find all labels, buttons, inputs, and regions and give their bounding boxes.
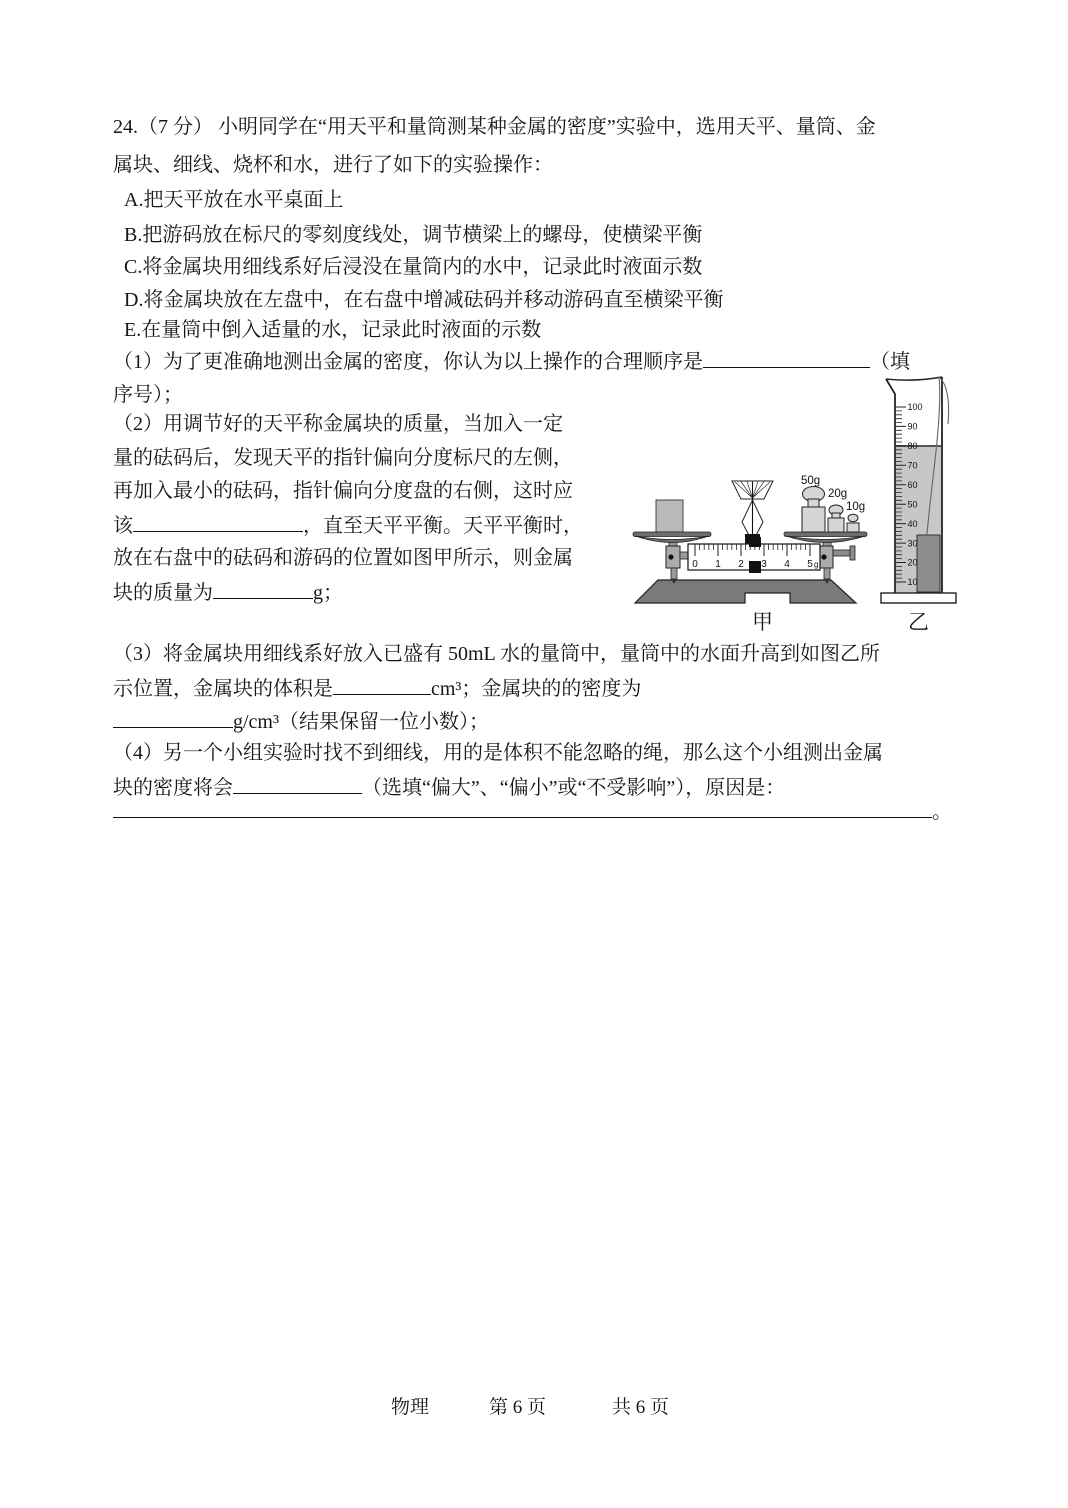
q24-part2-line-2: 量的砝码后，发现天平的指针偏向分度标尺的左侧， [113,447,573,469]
cylinder-scale-number: 20 [907,557,918,568]
q24-intro-line-2: 属块、细线、烧杯和水，进行了如下的实验操作： [113,154,553,176]
q24-part3-line-1: （3）将金属块用细线系好放入已盛有 50mL 水的量筒中，量筒中的水面升高到如图乙所 [113,643,881,665]
part4-reason-blank [113,798,932,818]
part3-volume-blank [333,675,431,695]
weight-20g [828,505,844,532]
part4-period: 。 [932,801,952,823]
balance-adjust-rod [833,550,850,556]
weight-label-20g: 20g [828,488,848,500]
cylinder-left-wall [886,379,895,594]
beam-number: 0 [692,559,698,570]
part4-answer-blank [233,774,362,794]
cylinder-scale-number: 80 [907,441,918,452]
part4-text-b: （选填“偏大”、“偏小”或“不受影响”），原因是： [362,777,786,799]
q24-part1-line-2: 序号）； [113,384,183,406]
footer-total-pages: 共 6 页 [612,1397,670,1418]
part1-text-suffix: （填 [870,351,910,373]
cylinder-figure [880,372,975,612]
cylinder-scale-number: 40 [907,518,918,529]
part2-text-a: 该 [113,515,133,537]
q24-part3-line-2 [113,675,641,701]
beam-number: 5 [807,559,813,570]
weight-50g [802,487,825,533]
figure-jia-caption: 甲 [752,610,773,634]
balance-right-hanger [819,541,855,584]
q24-part4-line-1: （4）另一个小组实验时找不到细线，用的是体积不能忽略的绳，那么这个小组测出金属 [113,742,883,764]
cylinder-scale-number: 70 [907,460,918,471]
balance-right-pan [784,475,867,543]
cylinder-scale-number: 60 [907,480,918,490]
cylinder-scale-number: 10 [907,577,918,588]
figure-yi-caption: 乙 [908,610,929,634]
q24-part2-line-5: 放在右盘中的砝码和游码的位置如图甲所示，则金属 [113,547,573,569]
part2-mass-text: 块的质量为 [113,582,213,604]
cylinder-rim [886,377,942,380]
balance-base [635,580,856,603]
footer-page-number: 第 6 页 [489,1397,547,1418]
balance-left-hanger [666,541,689,584]
q24-part2-line-4 [113,512,583,538]
part4-text-a: 块的密度将会 [113,777,233,799]
q24-step-e: E.在量筒中倒入适量的水，记录此时液面的示数 [124,319,542,341]
cylinder-scale-number: 50 [907,499,918,510]
weight-10g [847,514,859,532]
q24-step-b: B.把游码放在标尺的零刻度线处，调节横梁上的螺母，使横梁平衡 [124,224,703,246]
beam-number: 1 [715,559,721,570]
q24-step-c: C.将金属块用细线系好后浸没在量筒内的水中，记录此时液面示数 [124,256,703,278]
part1-text: （1）为了更准确地测出金属的密度，你认为以上操作的合理顺序是 [113,351,703,373]
part2-mass-unit: g； [313,582,343,604]
q24-step-a: A.把天平放在水平桌面上 [124,189,344,211]
balance-left-pan [633,500,711,543]
part3-volume-unit: cm³；金属块的的密度为 [431,678,642,700]
beam-ruler [688,537,820,573]
q24-part4-reason-line [113,798,952,824]
part3-volume-text: 示位置，金属块的体积是 [113,678,333,700]
part1-answer-blank [703,348,870,368]
beam-number: 3 [761,559,767,570]
rider-bottom [749,561,761,573]
balance-adjust-knob [850,546,855,560]
part3-density-blank [113,708,233,728]
footer-subject: 物理 [391,1397,430,1418]
beam-number: 2 [738,559,744,570]
part2-text-b: ，直至天平平衡。天平平衡时， [303,515,583,537]
weight-label-10g: 10g [846,501,866,513]
q24-part3-line-3 [113,708,489,734]
metal-block [656,500,683,532]
weight-label-50g: 50g [801,475,821,487]
cylinder-scale-number: 100 [907,402,923,413]
part3-density-unit: g/cm³（结果保留一位小数）； [233,711,489,733]
q24-intro-line-1: 24.（7 分） 小明同学在“用天平和量筒测某种金属的密度”实验中，选用天平、量筒、金 [113,116,876,138]
string-tail [939,377,949,424]
submerged-metal-block [917,535,940,592]
q24-part2-line-6 [113,579,343,605]
q24-part2-line-1: （2）用调节好的天平称金属块的质量，当加入一定 [113,413,563,435]
q24-part2-line-3: 再加入最小的砝码，指针偏向分度盘的右侧，这时应 [113,480,573,502]
part2-answer-blank [133,512,303,532]
q24-step-d: D.将金属块放在左盘中，在右盘中增减砝码并移动游码直至横梁平衡 [124,289,724,311]
part2-mass-blank [213,579,313,599]
beam-unit-label: g [814,560,819,569]
cylinder-base [881,593,956,603]
q24-part4-line-2 [113,774,785,800]
beam-number: 4 [784,559,790,570]
cylinder-scale-number: 90 [907,421,918,432]
rider-top [749,537,761,547]
q24-part1-line-1 [113,348,910,374]
cylinder-scale-number: 30 [907,538,918,549]
balance-figure [628,470,873,610]
